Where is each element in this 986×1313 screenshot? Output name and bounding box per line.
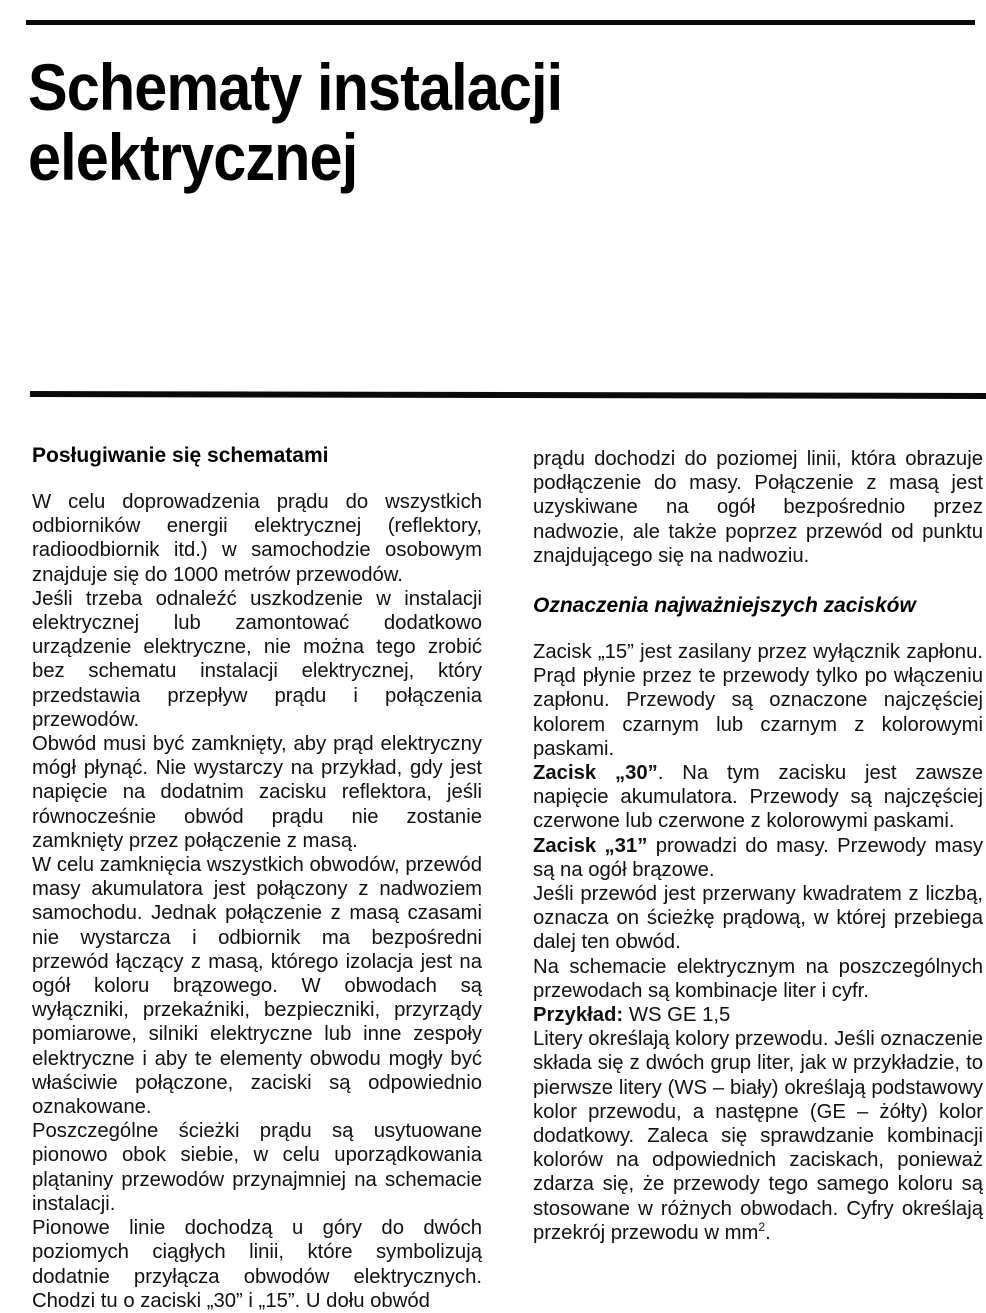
paragraph-example (533, 1003, 983, 1027)
paragraph: Jeśli trzeba odnaleźć uszkodzenie w instalacji elektrycznej lub zamontować dodatkowo urządzenie elektryczne, nie można tego zrobić bez schematu instalacji elektrycznej, który przedstawia przepływ prądu i połączenia przewodów. (32, 587, 482, 731)
page-title-line-2: elektrycznej (28, 120, 358, 194)
page-title-line-1: Schematy instalacji (28, 50, 563, 124)
paragraph: Pionowe linie dochodzą u góry do dwóch poziomych ciągłych linii, które symbolizują dodatnie przyłącza obwodów elektrycznych. Chodzi tu o zaciski „30” i „15”. U dołu obwód (32, 1217, 482, 1312)
paragraph-square-marker: Jeśli przewód jest przerwany kwadratem z liczbą, oznacza on ścieżkę prądową, w której przebiega dalej ten obwód. (533, 883, 983, 954)
paragraph-terminal-31 (533, 834, 983, 882)
paragraph: W celu doprowadzenia prądu do wszystkich odbiorników energii elektrycznej (reflektory, radioodbiornik itd.) w samochodzie osobowym znajduje się do 1000 metrów przewodów. (32, 491, 482, 586)
paragraph-continuation: prądu dochodzi do poziomej linii, która obrazuje podłączenie do masy. Połączenie z masą jest uzyskiwane na ogół bezpośrednio przez nadwozie, ale także poprzez przewód od punktu znajdującego się na nadwoziu. (533, 448, 983, 567)
paragraph-terminal-30 (533, 761, 983, 834)
paragraph-terminal-15: Zacisk „15” jest zasilany przez wyłącznik zapłonu. Prąd płynie przez te przewody tylko po włączeniu zapłonu. Przewody są oznaczone najczęściej kolorem czarnym lub czarnym z kolorowymi paskami. (533, 641, 983, 760)
left-column (32, 444, 482, 1313)
terminal-30-text: . Na tym zacisku jest zawsze napięcie akumulatora. Przewody są najczęściej czerwone lub czerwone z kolorowymi paskami. (533, 762, 983, 833)
letters-text: Litery określają kolory przewodu. Jeśli oznaczenie składa się z dwóch grup liter, jak w przykładzie, to pierwsze litery (WS – biały) określają podstawowy kolor przewodu, a następne (GE – żółty) kolor dodatkowy. Zaleca się sprawdzanie kombinacji kolorów na odpowiednich zaciskach, ponieważ zdarza się, że przewody tego samego koloru są stosowane w różnych obwodach. Cyfry określają przekrój przewodu w mm (533, 1028, 983, 1244)
paragraph: W celu zamknięcia wszystkich obwodów, przewód masy akumulatora jest połączony z nadwoziem samochodu. Jednak połączenie z masą czasami nie wystarcza i odbiornik ma bezpośredni przewód łączący z masą, którego izolacja jest na ogół koloru brązowego. W obwodach są wyłączniki, przekaźniki, bezpieczniki, przyrządy pomiarowe, silniki elektryczne lub inne zespoły elektryczne i aby te elementy obwodu mogły być właściwie połączone, zaciski są odpowiednio oznakowane. (32, 854, 482, 1119)
paragraph-letters (533, 1027, 983, 1245)
section-rule (30, 391, 986, 399)
paragraph: Obwód musi być zamknięty, aby prąd elektryczny mógł płynąć. Nie wystarczy na przykład, gdy jest napięcie na dodatnim zacisku reflektora, jeśli równocześnie obwód prądu nie zostanie zamknięty przez połączenie z masą. (32, 733, 482, 852)
terminal-31-label: Zacisk „31” (533, 834, 648, 857)
paragraph: Poszczególne ścieżki prądu są usytuowane pionowo obok siebie, w celu uporządkowania plątaniny przewodów przynajmniej na schemacie instalacji. (32, 1120, 482, 1215)
paragraph-combinations: Na schemacie elektrycznym na poszczególnych przewodach są kombinacje liter i cyfr. (533, 955, 983, 1002)
terminal-31-text: prowadzi do masy. Przewody masy są na ogół brązowe. (533, 834, 984, 881)
superscript: 2 (758, 1220, 766, 1235)
example-label: Przykład: (533, 1004, 624, 1027)
section-heading-using-schematics: Posługiwanie się schematami (32, 444, 329, 467)
page-title (28, 52, 562, 192)
example-value: WS GE 1,5 (623, 1004, 731, 1027)
terminal-30-label: Zacisk „30” (533, 762, 658, 785)
section-heading-terminal-markings: Oznaczenia najważniejszych zacisków (533, 594, 916, 618)
top-rule (26, 20, 975, 25)
letters-end: . (765, 1221, 771, 1244)
right-column (533, 447, 983, 1245)
